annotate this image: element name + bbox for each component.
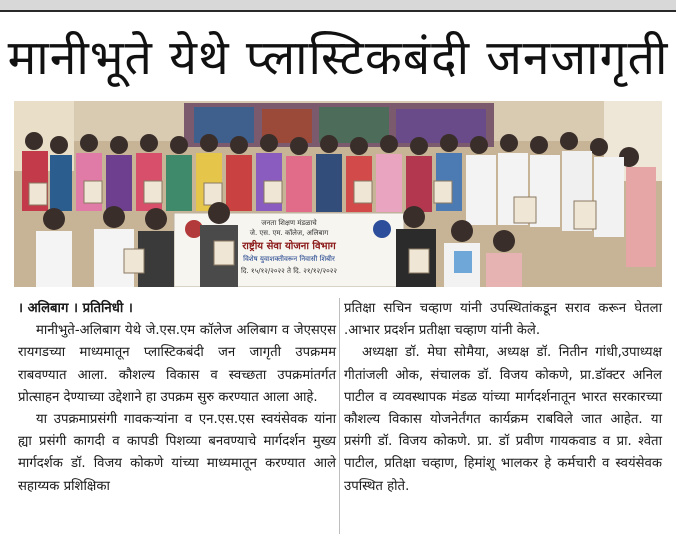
article-headline: मानीभूते येथे प्लास्टिकबंदी जनजागृती [7,30,669,86]
article-paragraph-2: या उपक्रमाप्रसंगी गावकऱ्यांना व एन.एस.एस स्वयंसेवक यांना ह्या प्रसंगी कागदी व कापडी पिशव्या बनवण्याचे मार्गदर्शन मुख्य मार्गदर्शक डॉ. विजय कोकणे यांच्या माध्यमातून करण्यात आले सहाय्यक प्रशिक्षिका [18,412,336,494]
article-paragraph-1: मानीभुते-अलिबाग येथे जे.एस.एम कॉलेज अलिबाग व जेएसएस रायगडच्या माध्यमातून प्लास्टिकबंदी जन जागृती उपक्रमम राबवण्यात आला. कौशल्य विकास व स्वच्छता उपक्रमांतर्गत प्रोत्साहन देण्याच्या उद्देशाने हा उपक्रम सुरु करण्यात आला आहे. [18,323,336,405]
article-paragraph-4: अध्यक्षा डॉ. मेघा सोमैया, अध्यक्ष डॉ. नितीन गांधी,उपाध्यक्ष गीतांजली ओक, संचालक डॉ. विजय कोकणे, प्रा.डॉक्टर अनिल पाटील व व्यवस्थापक मंडळ यांच्या मार्गदर्शनातून भारत सरकारच्या कौशल्य विकास योजनेर्तंगत कार्यक्रम राबविले जात आहेत. या प्रसंगी डॉ. विजय कोकणे. प्रा. डॉ प्रवीण गायकवाड व प्रा. श्वेता पाटील, प्रतिक्षा चव्हाण, हिमांशू भालकर हे कर्मचारी व स्वयंसेवक उपस्थित होते. [344,345,662,494]
banner-line-2: जे. एस. एम. कॉलेज, अलिबाग [249,229,329,237]
column-divider [339,298,340,534]
top-rule-line [0,10,676,12]
dateline: । अलिबाग । प्रतिनिधी । [18,301,133,316]
top-rule [0,0,676,10]
banner-line-4: विशेष युवाशक्तीवरून निवासी शिबीर [243,255,335,263]
article-paragraph-3: प्रतिक्षा सचिन चव्हाण यांनी उपस्थितांकडून सराव करून घेतला .आभार प्रदर्शन प्रतीक्षा चव्हाण यांनी केले. [344,301,662,339]
banner-line-3: राष्ट्रीय सेवा योजना विभाग [242,241,336,252]
article-column-right [344,298,662,498]
banner-line-1: जनता शिक्षण मंडळाचे [261,219,317,227]
article-photo [14,101,662,287]
banner-line-5: दि. १५/१२/२०२२ ते दि. २१/१२/२०२२ [240,267,338,275]
article-column-left [18,298,336,498]
